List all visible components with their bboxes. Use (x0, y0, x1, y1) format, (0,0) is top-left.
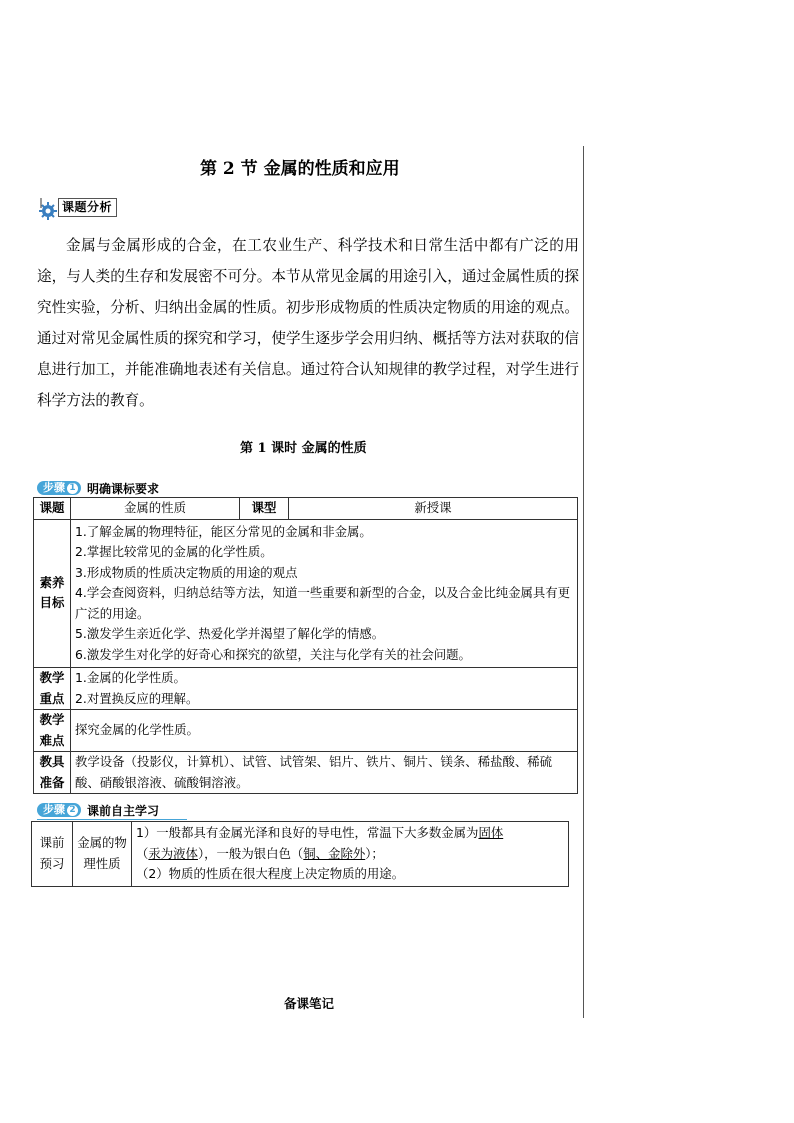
step-2-header (37, 803, 187, 817)
table-row-goals (34, 519, 578, 668)
key-point-item: 1.金属的化学性质。 (75, 670, 186, 685)
property-line-3: （2）物质的性质在很大程度上决定物质的用途。 (136, 866, 405, 881)
type-value: 新授课 (289, 498, 578, 520)
step-2-label: 课前自主学习 (87, 803, 160, 818)
topic-analysis-badge (37, 198, 117, 217)
table-row-topic (34, 498, 578, 520)
table-row-key-points (34, 668, 578, 710)
line-text: ），一般为银白色（ (197, 845, 304, 861)
line-text: 1）一般都具有金属光泽和良好的导电性，常温下大多数金属为 (136, 825, 479, 840)
badge-label: 课题分析 (58, 198, 117, 217)
topic-header: 课题 (34, 498, 71, 520)
topic-value: 金属的性质 (71, 498, 240, 520)
property-line-1 (136, 823, 564, 844)
line-text: ）； (365, 845, 384, 861)
difficulty-cell: 探究金属的化学性质。 (71, 710, 578, 752)
line-text: （ (136, 845, 149, 861)
step-2-number: 2 (67, 805, 78, 816)
step-1-pill-label: 步骤 (43, 481, 65, 494)
property-line-2 (136, 844, 564, 865)
step-2-underline (37, 819, 187, 820)
key-points-header: 教学重点 (34, 668, 71, 710)
table-row-difficulty (34, 710, 578, 752)
goal-item: 1.了解金属的物理特征，能区分常见的金属和非金属。 (75, 523, 372, 539)
step-1-label: 明确课标要求 (87, 481, 160, 496)
equipment-header: 教具准备 (34, 752, 71, 794)
step-1-header (37, 481, 187, 495)
answer-blank: 铜、金除外 (303, 845, 366, 861)
step-1-number: 1 (67, 483, 78, 494)
type-header: 课型 (240, 498, 289, 520)
table-row-equipment (34, 752, 578, 794)
goals-header: 素养目标 (34, 519, 71, 668)
physical-properties-cell (132, 822, 569, 887)
goal-item: 4.学会查阅资料，归纳总结等方法，知道一些重要和新型的合金，以及合金比纯金属具有更广泛的用途。 (75, 585, 571, 621)
preview-header: 课前预习 (32, 822, 73, 887)
key-points-cell (71, 668, 578, 710)
step-2-pill-label: 步骤 (43, 803, 65, 816)
table-row-preview (32, 822, 569, 887)
answer-blank: 汞为液体 (148, 845, 198, 861)
goal-item: 2.掌握比较常见的金属的化学性质。 (75, 544, 273, 559)
lesson-notes-label: 备课笔记 (284, 996, 335, 1011)
answer-blank: 固体 (478, 825, 504, 840)
gear-icon (37, 198, 57, 218)
goal-item: 5.激发学生亲近化学、热爱化学并渴望了解化学的情感。 (75, 626, 385, 641)
section-title: 第 2 节 金属的性质和应用 (200, 159, 400, 179)
equipment-cell: 教学设备（投影仪，计算机）、试管、试管架、铝片、铁片、铜片、镁条、稀盐酸、稀硫酸、硝酸银溶液、硫酸铜溶液。 (71, 752, 578, 794)
step-2-pill (37, 803, 81, 817)
margin-divider-line (583, 146, 584, 1018)
step-1-pill (37, 481, 81, 495)
goal-item: 6.激发学生对化学的好奇心和探究的欲望，关注与化学有关的社会问题。 (75, 646, 471, 662)
preview-table (31, 821, 569, 887)
intro-paragraph: 金属与金属形成的合金，在工农业生产、科学技术和日常生活中都有广泛的用途，与人类的生存和发展密不可分。本节从常见金属的用途引入，通过金属性质的探究性实验，分析、归纳出金属的性质。初步形成物质的性质决定物质的用途的观点。通过对常见金属性质的探究和学习，使学生逐步学会用归纳、概括等方法对获取的信息进行加工，并能准确地表述有关信息。通过符合认知规律的教学过程，对学生进行科学方法的教育。 (37, 237, 579, 409)
lesson-title: 第 1 课时 金属的性质 (240, 441, 367, 456)
curriculum-table (33, 497, 578, 794)
difficulty-header: 教学难点 (34, 710, 71, 752)
physical-properties-header: 金属的物理性质 (73, 822, 132, 887)
key-point-item: 2.对置换反应的理解。 (75, 690, 199, 706)
goals-cell (71, 519, 578, 668)
goal-item: 3.形成物质的性质决定物质的用途的观点 (75, 564, 298, 580)
